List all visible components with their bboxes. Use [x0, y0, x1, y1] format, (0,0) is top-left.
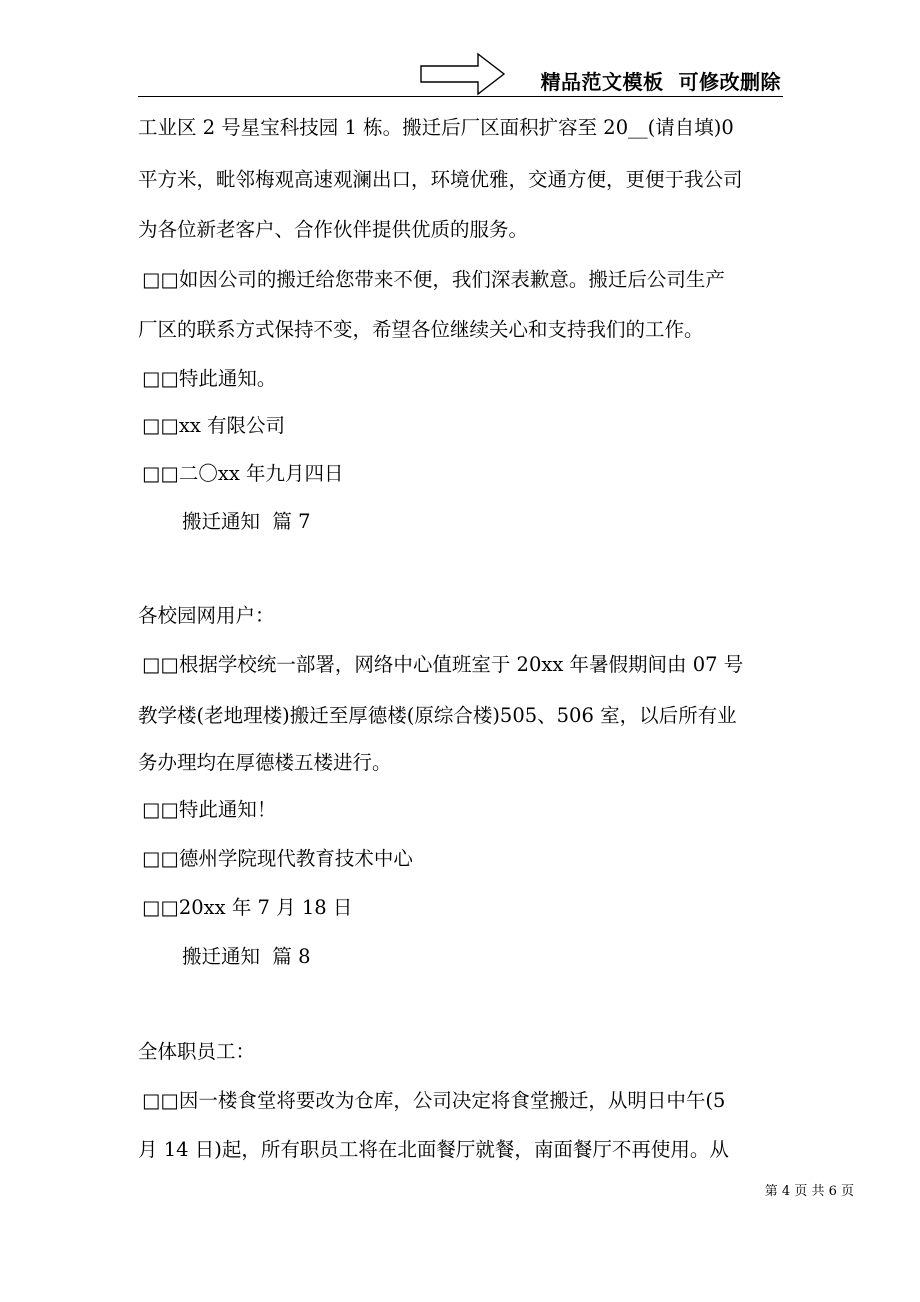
body-line: □□因一楼食堂将要改为仓库，公司决定将食堂搬迁，从明日中午(5: [142, 1089, 726, 1112]
section-heading: 搬迁通知 篇 8: [182, 945, 311, 968]
body-line: 教学楼(老地理楼)搬迁至厚德楼(原综合楼)505、506 室，以后所有业: [138, 704, 737, 727]
body-line: □□德州学院现代教育技术中心: [142, 847, 413, 870]
header-title: 精品范文模板 可修改删除: [540, 70, 781, 94]
body-line: □□根据学校统一部署，网络中心值班室于 20xx 年暑假期间由 07 号: [142, 653, 744, 676]
body-line: 月 14 日)起，所有职员工将在北面餐厅就餐，南面餐厅不再使用。从: [138, 1138, 729, 1161]
body-line: 工业区 2 号星宝科技园 1 栋。搬迁后厂区面积扩容至 20__(请自填)0: [138, 116, 734, 139]
arrow-right-icon: [420, 52, 506, 96]
body-line: □□如因公司的搬迁给您带来不便，我们深表歉意。搬迁后公司生产: [142, 268, 725, 291]
section-heading: 搬迁通知 篇 7: [182, 510, 311, 533]
body-line: 全体职员工：: [138, 1040, 256, 1063]
page-header: [138, 50, 783, 98]
body-line: □□特此通知！: [142, 798, 277, 821]
page-number: 第 4 页 共 6 页: [764, 1184, 854, 1199]
body-line: □□20xx 年 7 月 18 日: [142, 896, 353, 919]
body-line: 厂区的联系方式保持不变，希望各位继续关心和支持我们的工作。: [138, 318, 704, 341]
body-line: □□二〇xx 年九月四日: [142, 462, 344, 485]
body-line: 务办理均在厚德楼五楼进行。: [138, 751, 392, 774]
body-line: 为各位新老客户、合作伙伴提供优质的服务。: [138, 218, 529, 241]
body-line: 各校园网用户：: [138, 604, 275, 627]
header-divider: [138, 96, 783, 97]
body-line: 平方米，毗邻梅观高速观澜出口，环境优雅，交通方便，更便于我公司: [138, 168, 743, 191]
body-line: □□特此通知。: [142, 367, 277, 390]
body-line: □□xx 有限公司: [142, 414, 286, 437]
